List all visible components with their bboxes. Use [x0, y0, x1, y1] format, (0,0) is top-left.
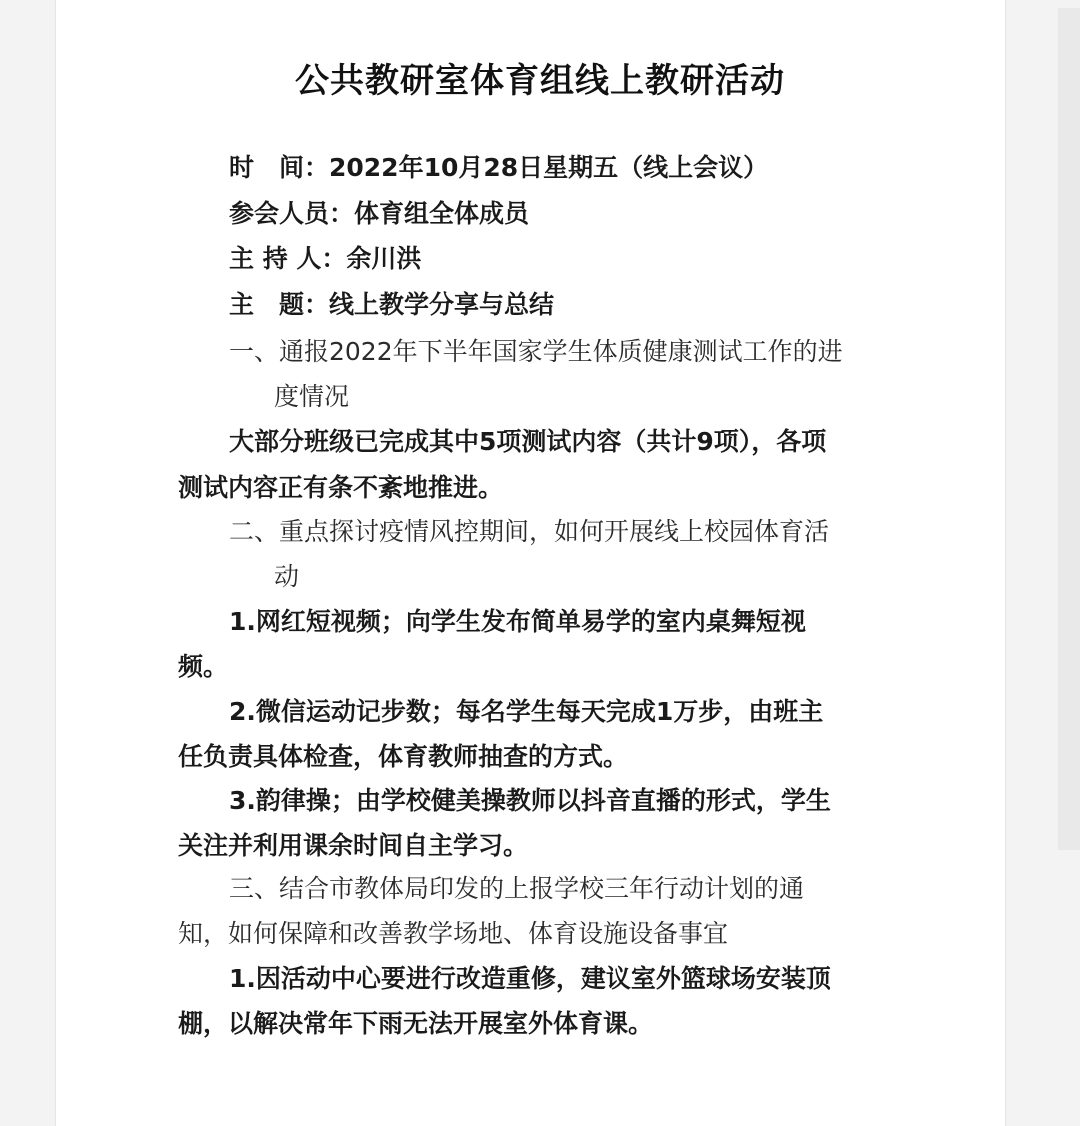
section3-heading: 三、结合市教体局印发的上报学校三年行动计划的通	[229, 874, 805, 903]
section2-item2: 2.微信运动记步数；每名学生每天完成1万步，由班主	[229, 697, 824, 726]
section2-heading-cont: 动	[274, 562, 300, 591]
section1-body: 大部分班级已完成其中5项测试内容（共计9项），各项	[229, 427, 827, 456]
meta-host: 主 持 人：余川洪	[229, 244, 422, 273]
meta-attendees: 参会人员：体育组全体成员	[229, 199, 530, 228]
scrollbar[interactable]	[1058, 8, 1080, 850]
section3-item1: 1.因活动中心要进行改造重修，建议室外篮球场安装顶	[229, 964, 831, 993]
section3-item1-cont: 棚，以解决常年下雨无法开展室外体育课。	[178, 1009, 654, 1038]
meta-time: 时 间：2022年10月28日星期五（线上会议）	[229, 153, 769, 182]
section2-heading: 二、重点探讨疫情风控期间，如何开展线上校园体育活	[229, 517, 830, 546]
section3-heading-cont: 知，如何保障和改善教学场地、体育设施设备事宜	[178, 919, 729, 948]
meta-topic: 主 题：线上教学分享与总结	[229, 290, 555, 319]
section2-item1: 1.网红短视频；向学生发布简单易学的室内桌舞短视	[229, 607, 806, 636]
section2-item2-cont: 任负责具体检查，体育教师抽查的方式。	[178, 742, 629, 771]
section2-item3-cont: 关注并利用课余时间自主学习。	[178, 831, 529, 860]
section1-heading-cont: 度情况	[274, 382, 350, 411]
section2-item3: 3.韵律操；由学校健美操教师以抖音直播的形式，学生	[229, 786, 831, 815]
section1-heading: 一、通报2022年下半年国家学生体质健康测试工作的进	[229, 337, 843, 366]
document-title: 公共教研室体育组线上教研活动	[295, 61, 785, 101]
section2-item1-cont: 频。	[178, 652, 229, 681]
section1-body-cont: 测试内容正有条不紊地推进。	[178, 473, 504, 502]
